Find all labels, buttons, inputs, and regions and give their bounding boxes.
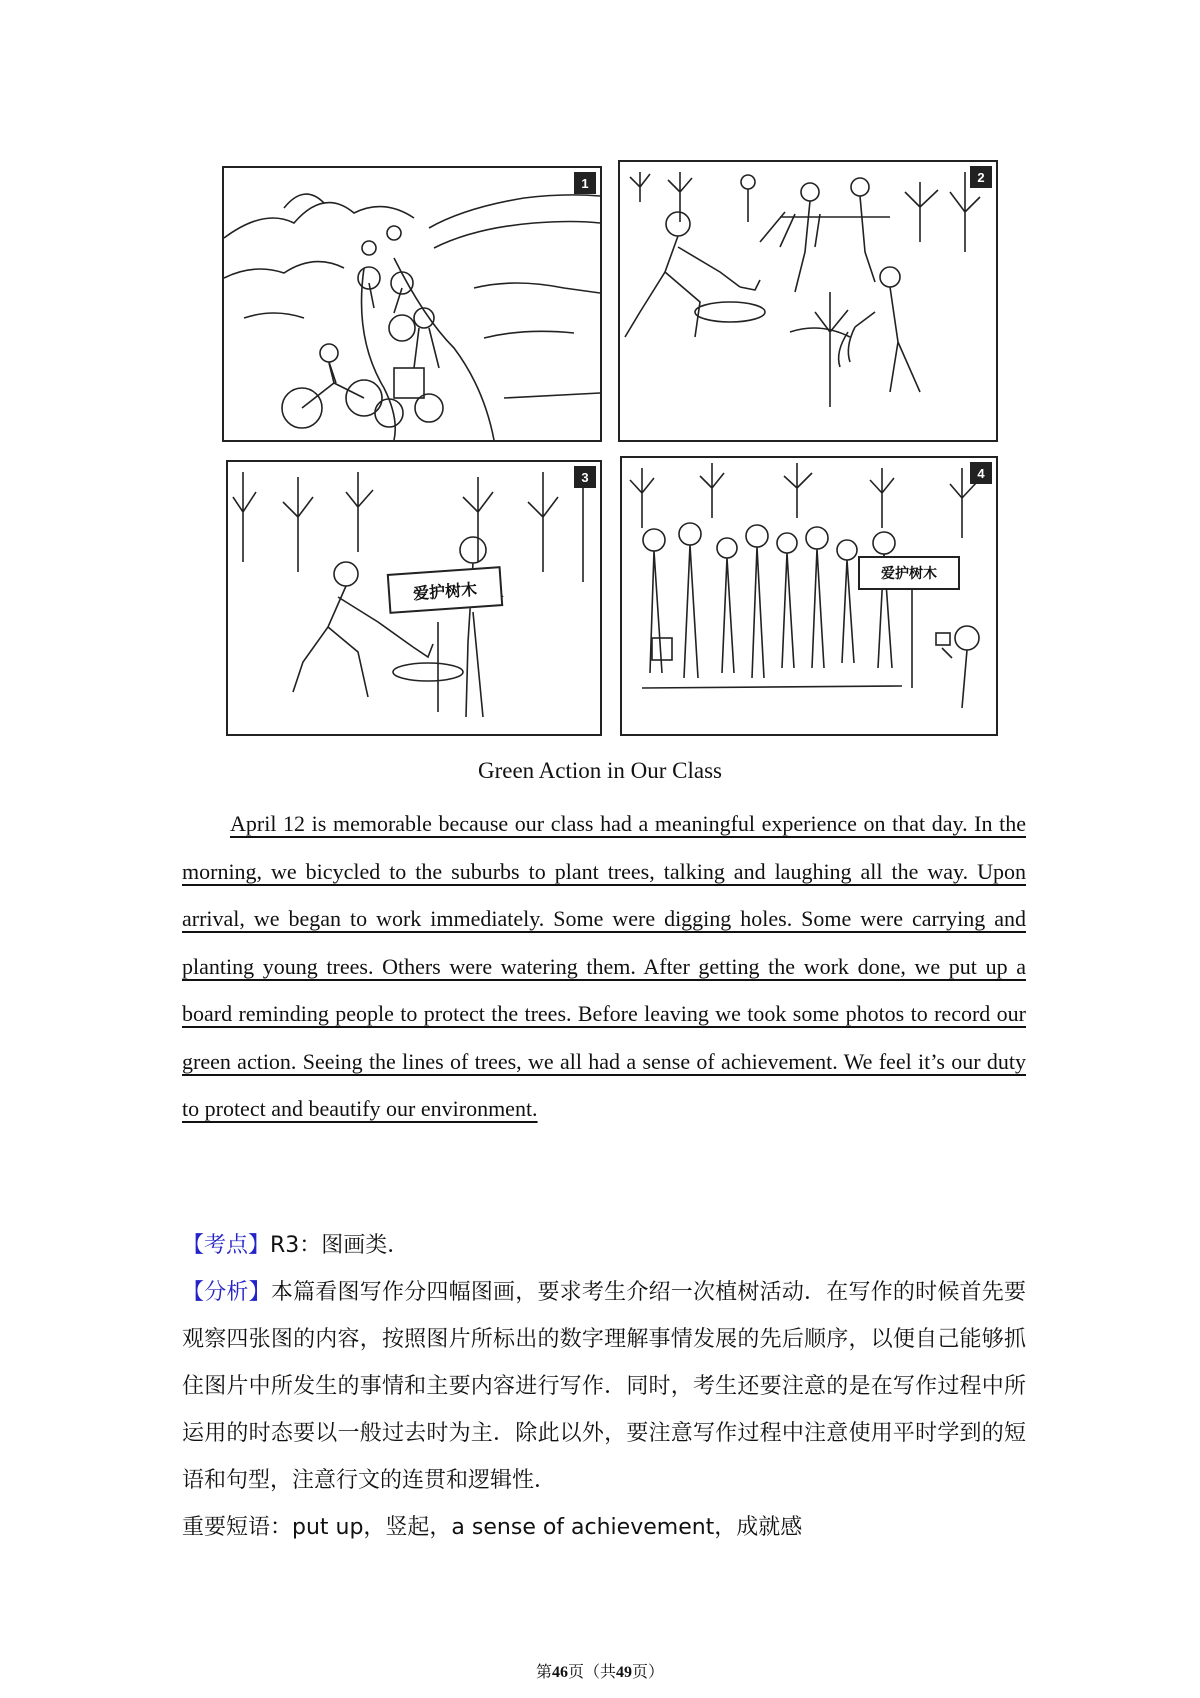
fenxi-text: 本篇看图写作分四幅图画，要求考生介绍一次植树活动．在写作的时候首先要观察四张图的内容，按照图片所标出的数字理解事情发展的先后顺序，以便自己能够抓住图片中所发生的事情和主要内容进行写作．同时，考生还要注意的是在写作过程中所运用的时态要以一般过去时为主．除此以外，要注意写作过程中注意使用平时学到的短语和句型，注意行文的连贯和逻辑性． (182, 1280, 1026, 1493)
essay-body (182, 800, 1026, 1133)
essay-title: Green Action in Our Class (477, 758, 722, 783)
total-page-number: 49 (616, 1664, 632, 1681)
picture-panel-2 (618, 160, 998, 442)
footer-prefix: 第 (535, 1662, 552, 1681)
footer-suffix: 页） (632, 1662, 665, 1681)
kaodian-line (182, 1222, 1026, 1269)
protect-trees-sign (387, 566, 504, 614)
phrases-line: 重要短语：put up，竖起，a sense of achievement，成就感 (182, 1515, 803, 1540)
sign-text: 爱护树木 (412, 579, 478, 603)
panel-number-badge: 4 (970, 462, 992, 484)
page-footer (0, 1659, 1200, 1682)
bicycle-scene-drawing (224, 168, 600, 440)
protect-trees-sign (858, 556, 960, 590)
kaodian-label: 【考点】 (182, 1233, 271, 1258)
picture-panel-1 (222, 166, 602, 442)
essay-text: April 12 is memorable because our class had a meaningful experience on that day. In the morning, we bicycled to the suburbs to plant trees, talking and laughing all the way. Upon arrival, we began to work immediately. Some were digging holes. Some were carrying and planting young trees. Others were watering them. After getting the work done, we put up a board reminding people to protect the trees. Before leaving we took some photos to record our green action. Seeing the lines of trees, we all had a sense of achievement. We feel it’s our duty to protect and beautify our environment. (182, 811, 1026, 1121)
group-photo-drawing (622, 458, 996, 734)
panel-number-badge: 1 (574, 172, 596, 194)
kaodian-text: R3：图画类． (270, 1233, 410, 1258)
panel-number-badge: 2 (970, 166, 992, 188)
picture-panel-3 (226, 460, 602, 736)
analysis-notes (182, 1222, 1026, 1551)
digging-scene-drawing (620, 162, 996, 440)
fenxi-label: 【分析】 (182, 1280, 271, 1305)
picture-panel-4 (620, 456, 998, 736)
illustration-figure (222, 160, 994, 732)
fenxi-paragraph (182, 1269, 1026, 1504)
current-page-number: 46 (551, 1664, 568, 1681)
footer-middle: 页（共 (567, 1662, 616, 1681)
sign-text: 爱护树木 (881, 566, 937, 582)
panel-number-badge: 3 (574, 466, 596, 488)
